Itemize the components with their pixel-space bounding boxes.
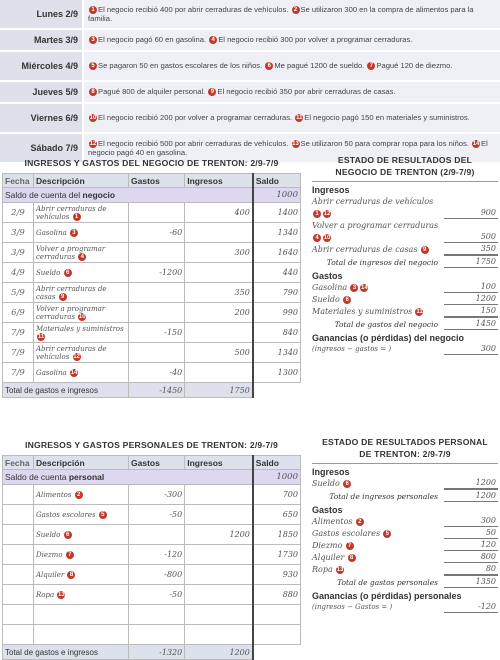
- row-income: [185, 545, 253, 565]
- row-description: Sueldo 6: [34, 525, 129, 545]
- row-balance: 650: [253, 505, 301, 525]
- row-date: 6/9: [3, 303, 34, 323]
- start-balance-value: 1000: [253, 470, 301, 485]
- row-income: [185, 585, 253, 605]
- expense-line-item: Diezmo 7 120: [312, 540, 496, 550]
- ledger-total-expenses: -1320: [129, 645, 185, 660]
- table-row: [3, 485, 301, 505]
- row-balance: [253, 605, 301, 625]
- event-text: El negocio pagó 150 en materiales y suministros.: [304, 113, 470, 123]
- income-heading: Ingresos: [312, 467, 350, 477]
- reference-number-badge: 13: [58, 591, 65, 598]
- event-row: [0, 82, 500, 102]
- event-text: Me pagué 1200 de sueldo.: [274, 61, 365, 71]
- event-number-badge: 7: [367, 62, 375, 70]
- event-number-badge: 1: [89, 6, 97, 14]
- row-income: [185, 323, 253, 343]
- row-income: 300: [185, 243, 253, 263]
- row-income: 500: [185, 343, 253, 363]
- col-header-description: Descripción: [34, 456, 129, 470]
- reference-number-badge: 11: [416, 308, 423, 315]
- event-text: El negocio recibió 200 por volver a programar cerraduras.: [98, 113, 293, 123]
- event-number-badge: 6: [265, 62, 273, 70]
- row-description: Volver a programar cerraduras 4: [34, 243, 129, 263]
- event-text: El negocio pagó 60 en gasolina.: [98, 35, 207, 45]
- table-row: [3, 585, 301, 605]
- table-row: [3, 545, 301, 565]
- row-description: Gasolina 14: [34, 363, 129, 383]
- row-date: 5/9: [3, 283, 34, 303]
- row-description: Sueldo 6: [34, 263, 129, 283]
- row-income: [185, 485, 253, 505]
- row-date: 7/9: [3, 363, 34, 383]
- reference-number-badge: 2: [75, 491, 83, 499]
- reference-number-badge: 2: [356, 518, 364, 526]
- row-date: 7/9: [3, 323, 34, 343]
- reference-number-badge: 9: [421, 246, 429, 254]
- start-balance-value: 1000: [253, 188, 301, 203]
- row-balance: 1340: [253, 343, 301, 363]
- expense-line-item: Sueldo 6 1200: [312, 294, 496, 304]
- event-text: El negocio recibió 350 por abrir cerraduras de casas.: [217, 87, 396, 97]
- row-income: 350: [185, 283, 253, 303]
- row-description: Alquiler 8: [34, 565, 129, 585]
- event-description: [84, 104, 500, 132]
- reference-number-badge: 9: [59, 293, 67, 301]
- row-balance: 1340: [253, 223, 301, 243]
- row-expense: [129, 343, 185, 363]
- event-number-badge: 12: [89, 140, 97, 147]
- expense-line-item: Ropa 13 80: [312, 564, 496, 574]
- reference-number-badge: 8: [67, 571, 75, 579]
- row-date: [3, 585, 34, 605]
- ledger-total-label: Total de gastos e ingresos: [3, 645, 129, 660]
- event-row: [0, 30, 500, 50]
- reference-number-badge: 4: [78, 253, 86, 261]
- row-expense: [129, 283, 185, 303]
- row-expense: -150: [129, 323, 185, 343]
- row-income: 400: [185, 203, 253, 223]
- table-row: [3, 243, 301, 263]
- event-number-badge: 3: [89, 36, 97, 44]
- row-description: Ropa 13: [34, 585, 129, 605]
- table-row: [3, 363, 301, 383]
- row-expense: -60: [129, 223, 185, 243]
- event-number-badge: 9: [208, 88, 216, 96]
- col-header-expenses: Gastos: [129, 456, 185, 470]
- row-balance: 1300: [253, 363, 301, 383]
- reference-number-badge: 4: [313, 234, 321, 242]
- row-expense: -40: [129, 363, 185, 383]
- reference-number-badge: 3: [70, 229, 78, 237]
- personal-income-statement: [312, 436, 498, 613]
- reference-number-badge: 1: [73, 213, 81, 221]
- row-expense: [129, 303, 185, 323]
- row-balance: 700: [253, 485, 301, 505]
- event-text: El negocio recibió 500 por abrir cerraduras de vehículos.: [98, 138, 289, 148]
- event-description: [84, 82, 500, 102]
- business-ledger-table: [2, 156, 301, 398]
- ledger-total-spacer: [253, 383, 301, 398]
- row-income: [185, 223, 253, 243]
- reference-number-badge: 11: [37, 333, 45, 340]
- reference-number-badge: 6: [343, 296, 351, 304]
- reference-number-badge: 14: [361, 284, 368, 291]
- table-row: [3, 223, 301, 243]
- profit-heading: Ganancias (o pérdidas) del negocio: [312, 333, 465, 343]
- event-text: El negocio recibió 400 por abrir cerraduras de vehículos.: [98, 4, 289, 14]
- event-text: Pagué 800 de alquiler personal.: [98, 87, 206, 97]
- reference-number-badge: 6: [64, 531, 72, 539]
- row-date: [3, 505, 34, 525]
- table-row: [3, 565, 301, 585]
- row-expense: -120: [129, 545, 185, 565]
- table-row: [3, 323, 301, 343]
- event-text: El negocio recibió 300 por volver a programar cerraduras.: [218, 35, 413, 45]
- row-balance: 930: [253, 565, 301, 585]
- row-balance: 840: [253, 323, 301, 343]
- event-text: Se pagaron 50 en gastos escolares de los niños.: [98, 61, 263, 71]
- personal-ledger-table: [2, 438, 301, 660]
- col-header-balance: Saldo: [253, 174, 301, 188]
- business-income-statement: [312, 154, 498, 355]
- row-date: 7/9: [3, 343, 34, 363]
- reference-number-badge: 6: [64, 269, 72, 277]
- expense-line-item: Alimentos 2 300: [312, 516, 496, 526]
- row-balance: 790: [253, 283, 301, 303]
- expense-line-item: Alquiler 8 800: [312, 552, 496, 562]
- reference-number-badge: 1: [313, 210, 321, 218]
- reference-number-badge: 5: [383, 530, 391, 538]
- row-expense: [129, 605, 185, 625]
- row-income: [185, 565, 253, 585]
- event-text: Se utilizaron 300 en la compra de alimentos para la familia.: [88, 4, 474, 23]
- expense-heading: Gastos: [312, 505, 343, 515]
- reference-number-badge: 6: [343, 480, 351, 488]
- event-text: El negocio pagó 40 en gasolina.: [88, 138, 488, 157]
- event-description: [84, 30, 500, 50]
- row-expense: [129, 243, 185, 263]
- row-income: [185, 363, 253, 383]
- event-number-badge: 8: [89, 88, 97, 96]
- row-description: Abrir cerraduras de vehículos 1: [34, 203, 129, 223]
- table-row: [3, 283, 301, 303]
- event-number-badge: 14: [472, 140, 480, 147]
- row-date: 4/9: [3, 263, 34, 283]
- row-date: [3, 485, 34, 505]
- reference-number-badge: 14: [70, 369, 78, 376]
- col-header-date: Fecha: [3, 174, 34, 188]
- event-number-badge: 2: [292, 6, 300, 14]
- reference-number-badge: 13: [336, 566, 344, 573]
- ledger-total-spacer: [253, 645, 301, 660]
- reference-number-badge: 5: [99, 511, 107, 519]
- event-description: [84, 52, 500, 80]
- income-line-amount: 4 10 500: [312, 231, 498, 243]
- income-heading: Ingresos: [312, 185, 350, 195]
- expense-line-item: Gastos escolares 5 50: [312, 528, 496, 538]
- profit-heading: Ganancias (o pérdidas) personales: [312, 591, 462, 601]
- row-date: 3/9: [3, 243, 34, 263]
- income-total: Total de ingresos personales 1200: [329, 491, 496, 501]
- row-date: [3, 525, 34, 545]
- income-line-item: Sueldo 6 1200: [312, 478, 496, 488]
- income-line-item: Volver a programar cerraduras: [312, 221, 439, 230]
- col-header-description: Descripción: [34, 174, 129, 188]
- table-row: [3, 605, 301, 625]
- row-expense: -300: [129, 485, 185, 505]
- income-total: Total de ingresos del negocio 1750: [326, 257, 496, 267]
- row-description: Abrir cerraduras de casas 9: [34, 283, 129, 303]
- statement-title: ESTADO DE RESULTADOS DEL NEGOCIO DE TRENTON (2/9-7/9): [312, 154, 498, 182]
- row-income: [185, 605, 253, 625]
- expense-total: Total de gastos del negocio 1450: [334, 319, 496, 329]
- col-header-balance: Saldo: [253, 456, 301, 470]
- reference-number-badge: 12: [73, 353, 80, 360]
- row-balance: 880: [253, 585, 301, 605]
- row-description: Gastos escolares 5: [34, 505, 129, 525]
- event-description: [84, 0, 500, 28]
- event-text: Pagué 120 de diezmo.: [376, 61, 453, 71]
- table-row: [3, 263, 301, 283]
- row-income: [185, 505, 253, 525]
- income-line-item: Abrir cerraduras de vehículos: [312, 197, 434, 206]
- event-number-badge: 4: [209, 36, 217, 44]
- event-day: Miércoles 4/9: [0, 52, 82, 80]
- row-expense: [129, 525, 185, 545]
- start-balance-label: Saldo de cuenta personal: [3, 470, 253, 485]
- table-row: [3, 203, 301, 223]
- row-balance: 1850: [253, 525, 301, 545]
- row-date: [3, 605, 34, 625]
- row-description: Materiales y suministros 11: [34, 323, 129, 343]
- event-number-badge: 11: [296, 115, 303, 122]
- ledger-total-expenses: -1450: [129, 383, 185, 398]
- col-header-expenses: Gastos: [129, 174, 185, 188]
- event-day: Sábado 7/9: [0, 134, 82, 162]
- row-expense: -1200: [129, 263, 185, 283]
- ledger-total-income: 1750: [185, 383, 253, 398]
- table-row: [3, 525, 301, 545]
- events-list: [0, 0, 500, 164]
- event-row: [0, 0, 500, 28]
- table-row: [3, 343, 301, 363]
- profit-line: (ingresos − gastos = ) 300: [312, 344, 496, 353]
- row-description: Diezmo 7: [34, 545, 129, 565]
- expense-total: Total de gastos personales 1350: [337, 577, 496, 587]
- col-header-date: Fecha: [3, 456, 34, 470]
- event-text: Se utilizaron 50 para comprar ropa para los niños.: [300, 138, 469, 148]
- profit-line: (ingresos − Gastos = ) -120: [312, 602, 496, 611]
- statement-title: ESTADO DE RESULTADOS PERSONAL DE TRENTON: 2/9-7/9: [312, 436, 498, 464]
- reference-number-badge: 7: [66, 551, 74, 559]
- row-income: [185, 263, 253, 283]
- row-income: 1200: [185, 525, 253, 545]
- event-number-badge: 5: [89, 62, 97, 70]
- reference-number-badge: 10: [323, 234, 331, 241]
- row-balance: 1400: [253, 203, 301, 223]
- personal-ledger-rows: [3, 485, 301, 645]
- row-description: Volver a programar cerraduras 10: [34, 303, 129, 323]
- event-day: Martes 3/9: [0, 30, 82, 50]
- reference-number-badge: 10: [78, 313, 86, 320]
- event-number-badge: 13: [292, 140, 299, 147]
- event-number-badge: 10: [89, 115, 97, 122]
- ledger-total-label: Total de gastos e ingresos: [3, 383, 129, 398]
- event-day: Viernes 6/9: [0, 104, 82, 132]
- table-row: [3, 505, 301, 525]
- row-date: [3, 545, 34, 565]
- col-header-income: Ingresos: [185, 456, 253, 470]
- row-balance: 1730: [253, 545, 301, 565]
- business-ledger-title: INGRESOS Y GASTOS DEL NEGOCIO DE TRENTON: 2/9-7/9: [24, 158, 279, 168]
- income-line-item: Abrir cerraduras de casas 9 350: [312, 244, 496, 254]
- ledger-total-income: 1200: [185, 645, 253, 660]
- reference-number-badge: 3: [350, 284, 358, 292]
- row-balance: 440: [253, 263, 301, 283]
- row-expense: -50: [129, 505, 185, 525]
- row-date: 2/9: [3, 203, 34, 223]
- reference-number-badge: 7: [346, 542, 354, 550]
- row-income: 200: [185, 303, 253, 323]
- row-balance: 990: [253, 303, 301, 323]
- expense-heading: Gastos: [312, 271, 343, 281]
- col-header-income: Ingresos: [185, 174, 253, 188]
- income-line-amount: 1 12 900: [312, 207, 498, 219]
- row-balance: 1640: [253, 243, 301, 263]
- reference-number-badge: 12: [323, 210, 331, 217]
- row-description: Abrir cerraduras de vehículos 12: [34, 343, 129, 363]
- row-date: 3/9: [3, 223, 34, 243]
- event-day: Jueves 5/9: [0, 82, 82, 102]
- row-expense: -50: [129, 585, 185, 605]
- expense-line-item: Gasolina 3 14 100: [312, 282, 496, 292]
- row-expense: -800: [129, 565, 185, 585]
- start-balance-label: Saldo de cuenta del negocio: [3, 188, 253, 203]
- reference-number-badge: 8: [348, 554, 356, 562]
- expense-line-item: Materiales y suministros 11 150: [312, 306, 496, 316]
- row-date: [3, 565, 34, 585]
- event-row: [0, 104, 500, 132]
- row-description: [34, 605, 129, 625]
- row-description: Gasolina 3: [34, 223, 129, 243]
- personal-ledger-title: INGRESOS Y GASTOS PERSONALES DE TRENTON: 2/9-7/9: [25, 440, 278, 450]
- event-day: Lunes 2/9: [0, 0, 82, 28]
- table-row: [3, 303, 301, 323]
- row-expense: [129, 203, 185, 223]
- business-ledger-rows: [3, 203, 301, 383]
- row-description: Alimentos 2: [34, 485, 129, 505]
- event-row: [0, 52, 500, 80]
